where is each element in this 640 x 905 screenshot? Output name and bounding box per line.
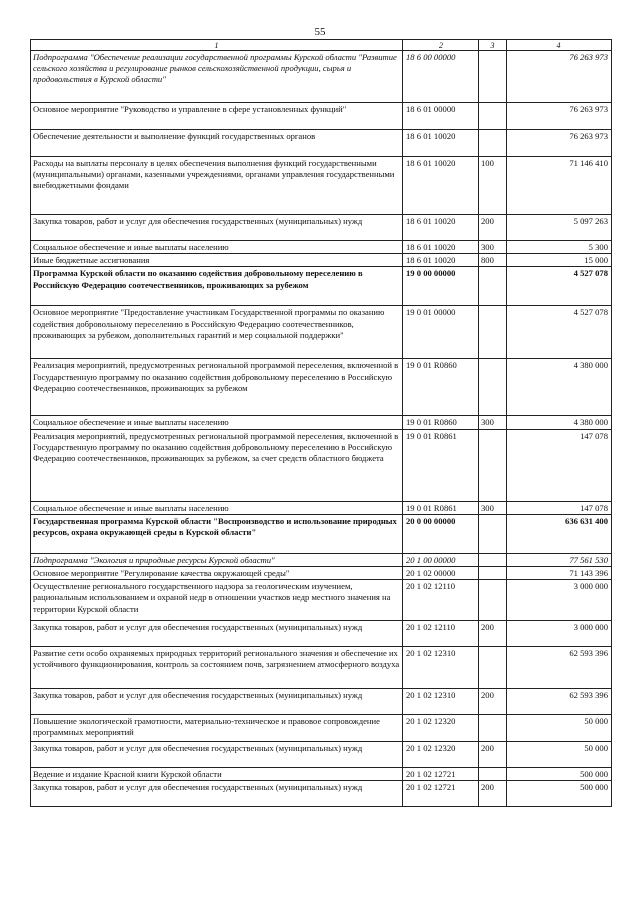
row-amount: 50 000 [507,742,612,768]
table-header-row [31,40,612,51]
table-row [31,130,612,157]
table-row [31,306,612,359]
row-name: Социальное обеспечение и иные выплаты населению [31,241,403,254]
row-type: 200 [479,781,507,807]
row-code: 18 6 01 10020 [403,157,479,215]
table-row [31,553,612,566]
row-code: 20 1 02 12310 [403,689,479,715]
row-amount: 76 263 973 [507,130,612,157]
row-type [479,647,507,689]
row-amount: 3 000 000 [507,580,612,621]
table-row [31,781,612,807]
row-type [479,429,507,501]
table-row [31,647,612,689]
row-name: Закупка товаров, работ и услуг для обеспечения государственных (муниципальных) нужд [31,689,403,715]
row-type: 200 [479,742,507,768]
row-type [479,267,507,306]
row-code: 19 0 01 00000 [403,306,479,359]
header-col-3: 3 [479,40,507,51]
table-row [31,742,612,768]
row-type: 100 [479,157,507,215]
table-row [31,567,612,580]
header-col-2: 2 [403,40,479,51]
row-name: Основное мероприятие "Руководство и управление в сфере установленных функций" [31,103,403,130]
row-amount: 5 097 263 [507,215,612,241]
row-name: Социальное обеспечение и иные выплаты населению [31,501,403,514]
table-row [31,103,612,130]
row-amount: 636 631 400 [507,514,612,553]
row-type [479,553,507,566]
row-amount: 3 000 000 [507,621,612,647]
row-amount: 500 000 [507,781,612,807]
row-amount: 71 143 396 [507,567,612,580]
row-code: 20 1 02 12721 [403,781,479,807]
row-type: 200 [479,215,507,241]
row-amount: 71 146 410 [507,157,612,215]
row-name: Основное мероприятие "Предоставление участникам Государственной программы по оказанию содействия добровольному переселению в Российскую Федерацию соотечественников, проживающих за рубежом, дополнительных гарантий и мер социальной поддержки" [31,306,403,359]
row-amount: 147 078 [507,429,612,501]
row-amount: 4 380 000 [507,416,612,429]
budget-table [30,39,612,807]
row-code: 20 1 00 00000 [403,553,479,566]
row-code: 20 1 02 12310 [403,647,479,689]
table-row [31,768,612,781]
row-name: Иные бюджетные ассигнования [31,254,403,267]
row-name: Развитие сети особо охраняемых природных территорий регионального значения и обеспечение их устойчивого функционирования, контроль за состоянием почв, загрязнением атмосферного воздуха [31,647,403,689]
row-amount: 4 380 000 [507,359,612,416]
page-number: 55 [314,26,326,38]
row-amount: 76 263 973 [507,51,612,103]
row-code: 19 0 00 00000 [403,267,479,306]
row-amount: 4 527 078 [507,267,612,306]
row-name: Ведение и издание Красной книги Курской области [31,768,403,781]
table-row [31,621,612,647]
row-code: 20 1 02 12320 [403,742,479,768]
row-code: 20 1 02 12320 [403,715,479,742]
table-row [31,267,612,306]
header-col-1: 1 [31,40,403,51]
row-name: Подпрограмма "Обеспечение реализации государственной программы Курской области "Развитие сельского хозяйства и регулирование рынков сельскохозяйственной продукции, сырья и продовольствия в Курской области" [31,51,403,103]
row-name: Реализация мероприятий, предусмотренных региональной программой переселения, включенной в Государственную программу по оказанию содействия добровольному переселению в Российскую Федерацию соотечественников, проживающих за рубежом, за счет средств областного бюджета [31,429,403,501]
table-row [31,359,612,416]
row-type [479,567,507,580]
table-row [31,429,612,501]
row-code: 19 0 01 R0861 [403,429,479,501]
row-code: 20 1 02 12110 [403,621,479,647]
row-amount: 77 561 530 [507,553,612,566]
table-row [31,689,612,715]
row-amount: 4 527 078 [507,306,612,359]
row-type: 300 [479,241,507,254]
row-type: 300 [479,416,507,429]
row-code: 20 1 02 00000 [403,567,479,580]
row-name: Государственная программа Курской области "Воспроизводство и использование природных ресурсов, охрана окружающей среды в Курской области" [31,514,403,553]
row-type: 800 [479,254,507,267]
row-code: 19 0 01 R0861 [403,501,479,514]
row-type [479,306,507,359]
row-amount: 62 593 396 [507,689,612,715]
row-type: 300 [479,501,507,514]
row-type [479,514,507,553]
row-type: 200 [479,621,507,647]
row-type: 200 [479,689,507,715]
row-type [479,580,507,621]
header-col-4: 4 [507,40,612,51]
row-name: Расходы на выплаты персоналу в целях обеспечения выполнения функций государственными (муниципальными) органами, казенными учреждениями, органами управления государственными внебюджетными фондами [31,157,403,215]
row-amount: 62 593 396 [507,647,612,689]
row-amount: 50 000 [507,715,612,742]
row-code: 18 6 00 00000 [403,51,479,103]
table-row [31,241,612,254]
table-row [31,157,612,215]
table-row [31,501,612,514]
row-code: 19 0 01 R0860 [403,359,479,416]
row-name: Социальное обеспечение и иные выплаты населению [31,416,403,429]
row-amount: 5 300 [507,241,612,254]
table-row [31,51,612,103]
row-name: Подпрограмма "Экология и природные ресурсы Курской области" [31,553,403,566]
row-code: 18 6 01 10020 [403,130,479,157]
table-row [31,416,612,429]
row-type [479,130,507,157]
row-amount: 76 263 973 [507,103,612,130]
table-row [31,580,612,621]
row-code: 18 6 01 00000 [403,103,479,130]
row-name: Закупка товаров, работ и услуг для обеспечения государственных (муниципальных) нужд [31,215,403,241]
table-row [31,715,612,742]
row-code: 18 6 01 10020 [403,241,479,254]
table-row [31,514,612,553]
table-row [31,215,612,241]
row-name: Осуществление регионального государственного надзора за геологическим изучением, рациональным использованием и охраной недр в отношении участков недр местного значения на территории Курской области [31,580,403,621]
row-name: Обеспечение деятельности и выполнение функций государственных органов [31,130,403,157]
row-code: 18 6 01 10020 [403,254,479,267]
row-code: 20 1 02 12721 [403,768,479,781]
row-amount: 147 078 [507,501,612,514]
row-code: 18 6 01 10020 [403,215,479,241]
row-code: 20 1 02 12110 [403,580,479,621]
row-amount: 500 000 [507,768,612,781]
row-name: Реализация мероприятий, предусмотренных региональной программой переселения, включенной в Государственную программу по оказанию содействия добровольному переселению в Российскую Федерацию соотечественников, проживающих за рубежом [31,359,403,416]
row-type [479,715,507,742]
row-type [479,768,507,781]
row-type [479,103,507,130]
row-amount: 15 000 [507,254,612,267]
row-name: Повышение экологической грамотности, материально-техническое и правовое сопровождение программных мероприятий [31,715,403,742]
row-type [479,359,507,416]
row-type [479,51,507,103]
table-row [31,254,612,267]
row-code: 19 0 01 R0860 [403,416,479,429]
row-name: Закупка товаров, работ и услуг для обеспечения государственных (муниципальных) нужд [31,742,403,768]
row-code: 20 0 00 00000 [403,514,479,553]
row-name: Закупка товаров, работ и услуг для обеспечения государственных (муниципальных) нужд [31,621,403,647]
row-name: Программа Курской области по оказанию содействия добровольному переселению в Российскую Федерацию соотечественников, проживающих за рубежом [31,267,403,306]
row-name: Основное мероприятие "Регулирование качества окружающей среды" [31,567,403,580]
row-name: Закупка товаров, работ и услуг для обеспечения государственных (муниципальных) нужд [31,781,403,807]
